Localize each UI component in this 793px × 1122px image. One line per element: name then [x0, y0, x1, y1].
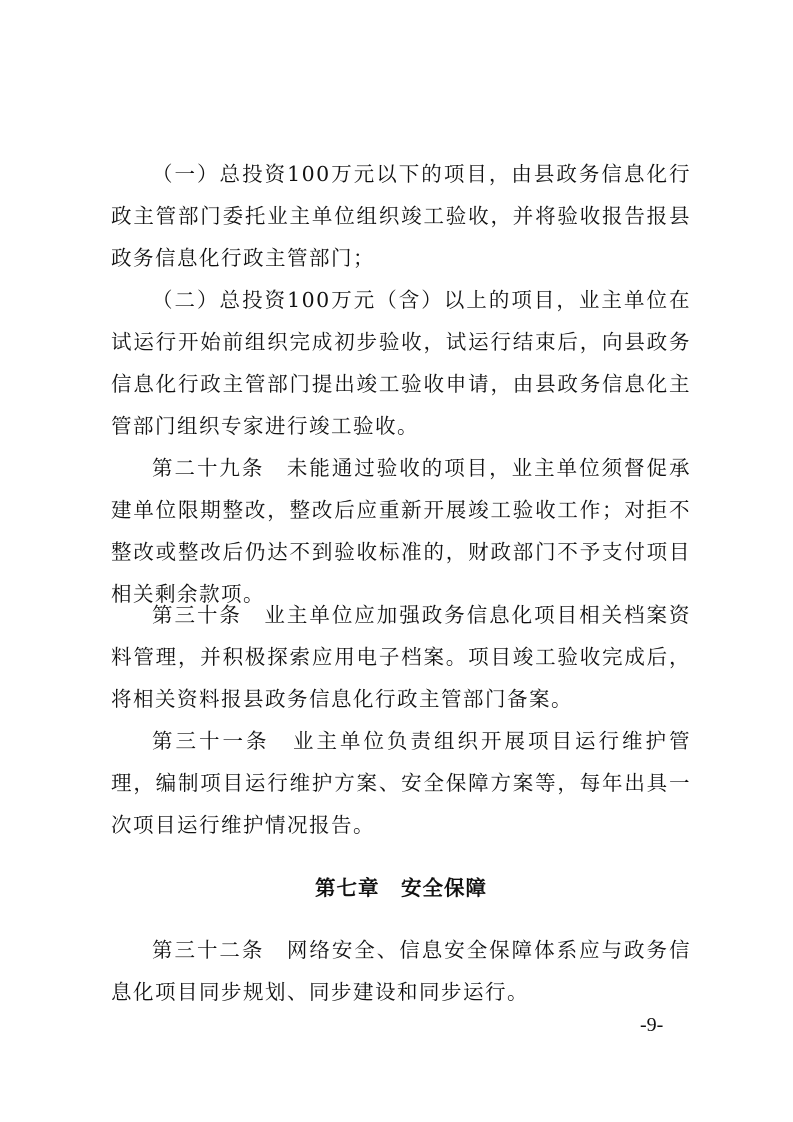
article-30-paragraph: 第三十条 业主单位应加强政务信息化项目相关档案资料管理，并积极探索应用电子档案。项目竣工验收完成后，将相关资料报县政务信息化行政主管部门备案。 [111, 603, 691, 711]
paragraph-item-2: （二）总投资100万元（含）以上的项目，业主单位在试运行开始前组织完成初步验收，试运行结束后，向县政务信息化行政主管部门提出竣工验收申请，由县政务信息化主管部门组织专家进行竣工验收。 [111, 288, 691, 438]
article-31-paragraph: 第三十一条 业主单位负责组织开展项目运行维护管理，编制项目运行维护方案、安全保障方案等，每年出具一次项目运行维护情况报告。 [111, 729, 691, 837]
article-29-paragraph: 第二十九条 未能通过验收的项目，业主单位须督促承建单位限期整改，整改后应重新开展竣工验收工作；对拒不整改或整改后仍达不到验收标准的，财政部门不予支付项目相关剩余款项。 [111, 456, 691, 606]
chapter-heading: 第七章 安全保障 [315, 876, 487, 900]
page-number: -9- [640, 1014, 664, 1036]
paragraph-item-1: （一）总投资100万元以下的项目，由县政务信息化行政主管部门委托业主单位组织竣工验收，并将验收报告报县政务信息化行政主管部门； [111, 162, 691, 270]
article-32-paragraph: 第三十二条 网络安全、信息安全保障体系应与政务信息化项目同步规划、同步建设和同步运行。 [111, 938, 691, 1004]
